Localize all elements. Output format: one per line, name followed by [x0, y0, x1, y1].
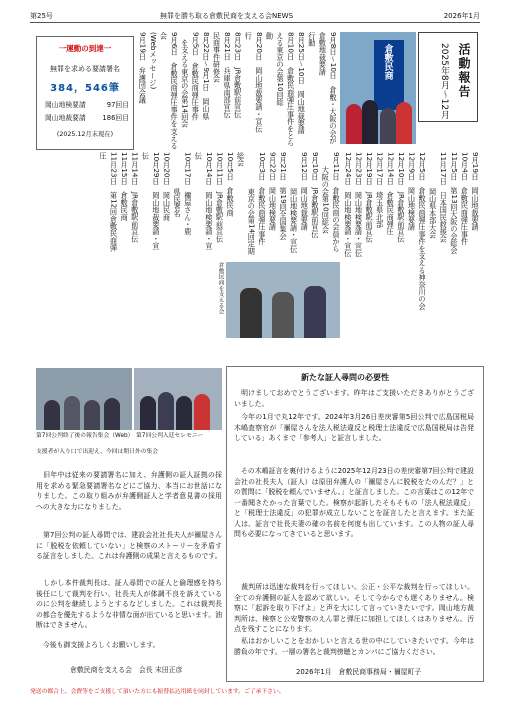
issue-date: 2026年1月: [443, 12, 480, 20]
activity-entry: 10月5日 倉敷民商: [226, 152, 236, 217]
center-photo: [226, 262, 340, 338]
photo-caption-2: 第7回公判入廷セレモニー: [136, 433, 204, 439]
activity-entry: 12月5日 倉敷民商弾圧事件を支える神奈川の会: [418, 152, 428, 310]
photo-report-meeting: [36, 368, 132, 430]
activity-entry: 12月10日 JR倉敷駅前宣伝: [396, 152, 406, 243]
article-title: 新たな証人尋問の必要性: [301, 373, 389, 382]
activity-entry: 10月20日 岡山民商: [162, 152, 172, 221]
activity-entry: 東京の会第14回定期総会: [236, 152, 257, 255]
person-figure: [304, 286, 326, 338]
activity-report-heading: [418, 32, 478, 122]
article-signature: 2026年1月 倉敷民商事務局・禰屋町子: [296, 668, 422, 676]
article-paragraph: 今年の1月で丸12年です。2024年3月26日差戻審第5回公判で広島国税局木嶋査察官が「禰屋さんを法人税法違反と税理士法違反で広島国税局は告発している」あくまで「参考人」と証言しました。: [234, 413, 474, 442]
activity-entry: 10月11日 JR倉敷駅前宣伝: [215, 152, 225, 243]
activity-entry: 県民署名: [173, 152, 183, 217]
activity-entry: 9月8日〜10日 倉敷・大阪の会が倉敷地裁要請: [318, 32, 338, 144]
person-figure: [272, 292, 294, 338]
person-figure: [104, 398, 120, 430]
activity-entry: 9月22日 岡山地検要請: [268, 152, 278, 231]
person-figure: [140, 396, 156, 430]
activity-entry: 11月5日 第13回大阪の会総会: [449, 152, 459, 255]
article-paragraph: 明けましておめでとうございます。昨年はご支援いただきありがとうございました。: [234, 389, 474, 408]
campaign-title: 一運動の到達一: [58, 44, 112, 53]
row-label: 岡山地検要請: [45, 101, 86, 109]
activity-column-mid: [36, 152, 341, 256]
activity-entry: 11月23日 第12回倉敷民商弾圧: [98, 152, 119, 252]
person-figure: [240, 288, 262, 338]
article-paragraph: その木嶋証言を裏付けるように2025年12月23日の差戻審第7回公判で建設会社の社長夫人（証人）は原田弁護人の「禰屋さんに脱税をたのんだ？」との質問に「脱税を頼んでいません。」と証言しました。この言葉はこの12年で一番聞きたかった言葉でした。検察が起訴したそもそもの「法人税法違反」と「税理士法違反」の犯罪が成立しないことを証言したと言えます。また証人は、証言で社長夫妻の確の名前を何度も出しています。この人物の証人尋問も必要になってきていると思います。: [234, 467, 475, 538]
letter-signature: 倉敷民商を支える会 会長 末田正彦: [70, 666, 183, 674]
letter-paragraph: 今後も御支援よろしくお願いします。: [36, 641, 160, 649]
photo-entry-ceremony: [134, 368, 222, 430]
person-figure: [362, 100, 378, 144]
activity-entry: 9月6日 倉敷民商弾圧事件を支える会: [159, 32, 180, 150]
activity-entry: 9月19日 岡山地裁要請: [471, 152, 480, 231]
activity-entry: 動: [265, 32, 275, 40]
activity-entry: 12月14日 倉敷民商弾圧: [386, 152, 396, 236]
activity-entry: 12月17日 埼玉県北部: [375, 152, 385, 228]
activity-entry: 8月20日 岡山地裁要請・宣伝: [254, 32, 264, 133]
activity-entry: 8月22日〜9月1日 岡山県: [201, 32, 211, 120]
page-header: [30, 8, 480, 23]
activity-entry: を支える東京の会第14回会: [180, 32, 190, 128]
banner-cloth: [374, 40, 404, 110]
activity-entry: 12月9日 岡山地検要請: [407, 152, 417, 231]
article-paragraph: 裁判所は迅速な裁判を行ってほしい。公正・公平な裁判を行ってほしい。全ての弁護側の証人を認めて欲しい。そして今からでも遅くありません。検察に「起訴を取り下げよ」と声を大にして言っていきたいです。岡山地方裁判所は、検察と公安警察のえん罪と弾圧に加担してほしくはありません。汚点を残すことになります。: [234, 583, 474, 633]
activity-entry: 9月21日 第19回全国集会: [279, 152, 289, 240]
activity-entry: 大阪の会第10回総会: [321, 152, 331, 234]
activity-entry: 岡山県本部大会: [428, 152, 438, 239]
newsletter-title: 無罪を勝ち取る倉敷民商を支える会NEWS: [160, 12, 294, 20]
activity-entry: 岡山地検要請・宣伝: [289, 152, 299, 253]
activity-entry: 8月25日〜10日 岡山地裁要請: [297, 32, 307, 135]
activity-entry: 10月29日 岡山地裁要請・宣伝: [141, 152, 161, 250]
activity-entry: 行: [244, 32, 254, 40]
activity-entry: 10月17日 禰屋さん・鹿: [183, 152, 193, 236]
person-figure: [84, 400, 100, 430]
activity-entry: 9月10日 JR倉敷駅前宣伝: [310, 152, 320, 238]
person-figure: [380, 108, 396, 144]
activity-entry: 11月17日 日本国民救援会: [439, 152, 449, 243]
activity-column-right: [344, 152, 480, 362]
activity-period: 2025年8月〜12月: [439, 43, 449, 120]
activity-entry: 11月15日 倉敷民商: [120, 152, 130, 221]
photo-caption-2b: 支援者が入り口で出迎え、今回は期日外の集会: [36, 449, 159, 455]
person-figure: [194, 394, 210, 430]
letter-paragraph: しかし本件裁判長は、証人尋問での証人と倫理感を持ち後任にして裁判を行い、社長夫人が体調不良を訴えているのに公判を継続しようとするなどしました。これは裁判長の都合を優先するような非情な面が出ていると思います。油断はできません。: [36, 579, 222, 629]
activity-entry: 9月5日 倉敷民商弾圧事件: [191, 32, 201, 121]
activity-entry: 9月12日 岡山地裁要請: [300, 152, 310, 231]
activity-entry: 8月23日 JR倉敷駅前宣伝: [233, 32, 243, 118]
row-value: 97回目: [106, 101, 129, 109]
activity-entry: 9月19日 弁護団会議: [138, 32, 148, 104]
person-figure: [64, 396, 80, 430]
footer-note: 発送の都合上、会費等をご支援して頂いた方にも振替払込用紙を同封しています。ご了承下さい。: [30, 689, 285, 695]
article-paragraph: 私はおかしいことをおかしいと言える世の中にしていきたいです。今年は勝負の年です。一層の署名と裁判傍聴とカンパにご協力ください。: [234, 637, 474, 656]
court-request-row: [45, 112, 129, 122]
activity-entry: 8月10日 倉敷民商弾圧事件をとらえる東京の会第10回総: [276, 32, 296, 147]
letter-paragraph: 第7回公判の証人尋問では、建設会社社長夫人が禰屋さんに「脱税を依頼していない」と検察のストーリーを矛盾する証言をしました。これは弁護側の成果と言えるものです。: [36, 531, 222, 560]
activity-entry: 民商事件研修会: [212, 32, 222, 83]
center-photo-caption: 倉敷民商を支える会: [217, 262, 223, 315]
banner-text: 倉敷民商: [382, 44, 393, 80]
activity-entry: 12月24日 岡山地検要請・宣伝: [343, 152, 353, 257]
activity-entry: 行動: [307, 32, 317, 47]
activity-entry: 12月19日 JR倉敷駅前宣伝: [365, 152, 375, 243]
activity-entry: 11月14日 JR倉敷駅前宣伝: [130, 152, 140, 243]
row-value: 186回目: [102, 114, 129, 122]
activity-column-top: [140, 32, 338, 150]
activity-entry: 10月4日 倉敷民商弾圧事件: [460, 152, 470, 245]
signature-label: 無罪を求める要請署名: [50, 65, 120, 73]
activity-entry: (Webメッセージ): [148, 32, 158, 90]
person-figure: [44, 400, 60, 430]
prosecutor-request-row: [45, 99, 129, 109]
photo-caption-1: 第7回公判終了後の報告集会（Web）: [36, 433, 134, 439]
banner-photo: [340, 32, 416, 144]
person-figure: [176, 396, 192, 430]
activity-entry: 9月11日 倉敷民商の会員から: [332, 152, 341, 253]
person-figure: [158, 392, 174, 430]
issue-number: 第25号: [30, 12, 53, 20]
activity-title: 活動報告: [457, 43, 471, 99]
signature-count: 384，546筆: [50, 83, 120, 94]
campaign-status-box: [36, 36, 134, 150]
activity-entry: 10月14日 岡山地検要請・宣伝: [194, 152, 214, 250]
activity-entry: 10月3日 倉敷民商弾圧事件: [257, 152, 267, 245]
as-of-date: (2025.12月末現在): [56, 131, 114, 138]
row-label: 岡山地裁要請: [45, 114, 86, 122]
activity-entry: 8月21日 兵庫県南部宣伝: [223, 32, 233, 118]
person-figure: [396, 102, 412, 144]
activity-entry: 12月23日 岡山地検要請・宣伝: [354, 152, 364, 257]
person-figure: [346, 104, 362, 144]
letter-paragraph: 旧年中は従来の要請署名に加え、弁護側の証人証拠の採用を求める緊急要請署名などにご協力、本当にお世話になりました。この取り組みが弁護側証人と学者意見書の採用への大きな力になりました。: [36, 471, 222, 511]
